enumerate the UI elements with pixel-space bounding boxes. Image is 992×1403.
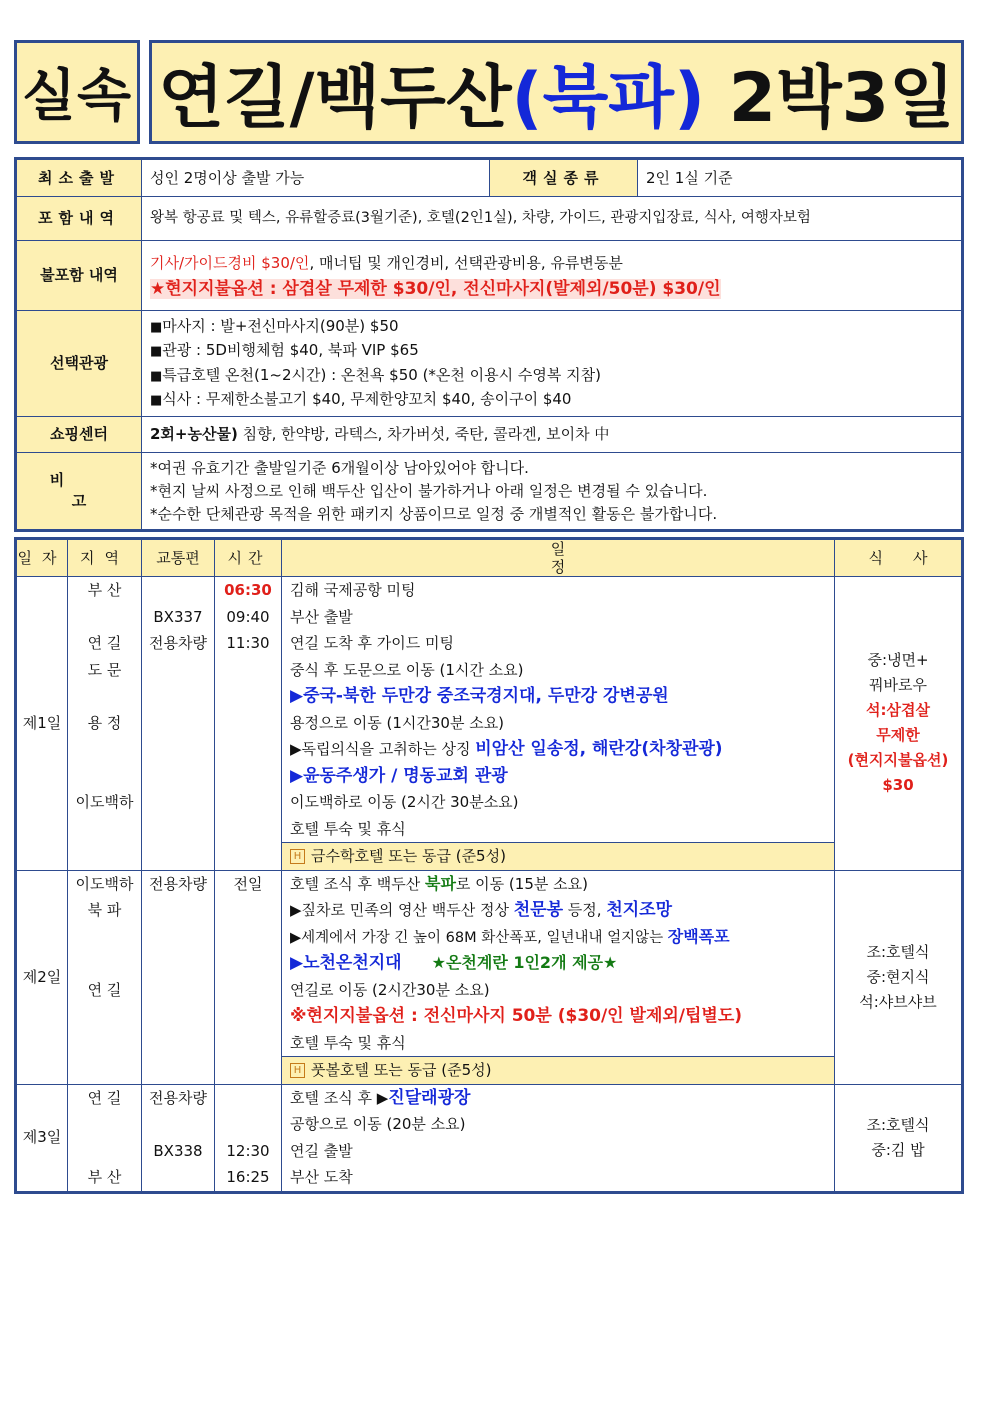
meal-cell [835, 577, 963, 871]
day-label: 제3일 [16, 1084, 68, 1192]
transport-item: 전용차량 [149, 874, 207, 893]
room-type-value: 2인 1실 기준 [638, 159, 963, 197]
bullet-icon: ■ [150, 393, 163, 408]
note-item: *순수한 단체관광 목적을 위한 패키지 상품이므로 일정 중 개별적인 활동은 불가합니다. [150, 504, 718, 523]
itinerary-text: ▶짚차로 민족의 영산 백두산 정상 [290, 901, 514, 919]
hotel-name: 금수학호텔 또는 동급 (준5성) [311, 847, 506, 865]
col-day: 일자 [16, 539, 68, 577]
transport-cell [142, 577, 215, 871]
table-row [16, 577, 963, 871]
region-item [72, 604, 137, 631]
table-row [16, 1084, 963, 1192]
meal-item: 조:호텔식 [866, 942, 930, 961]
itinerary-text: 호텔 조식 후 백두산 [290, 874, 425, 893]
shopping-list: 침향, 한약방, 라텍스, 차가버섯, 죽탄, 콜라겐, 보이차 中 [237, 425, 610, 443]
transport-item [146, 577, 210, 604]
time-item: 06:30 [224, 581, 272, 599]
transport-item: BX338 [153, 1141, 203, 1160]
itinerary-line: ▶중국-북한 두만강 중조국경지대, 두만강 강변공원 [290, 686, 669, 706]
region-item: 용 정 [87, 713, 122, 732]
region-item [72, 736, 137, 763]
itinerary-text: 로 이동 (15분 소요) [455, 874, 588, 893]
min-departure-label: 최소출발 [16, 159, 142, 197]
meal-item: 중:냉면+ [867, 651, 929, 670]
itinerary-text: 호텔 조식 후 ▶ [290, 1088, 389, 1107]
shopping-label: 쇼핑센터 [16, 417, 142, 453]
itinerary-text: ▶독립의식을 고취하는 상징 [290, 740, 476, 758]
itinerary-line [290, 924, 830, 951]
time-item: 전일 [233, 874, 263, 893]
hotel-line [282, 842, 834, 870]
min-departure-value: 성인 2명이상 출발 가능 [142, 159, 490, 197]
meal-item: (현지지불옵션) [847, 751, 949, 770]
meal-item: 중:김 밥 [871, 1140, 925, 1159]
shopping-value [142, 417, 963, 453]
transport-item: BX337 [153, 607, 203, 626]
itinerary-line: 이도백하로 이동 (2시간 30분소요) [290, 793, 519, 811]
excluded-label: 불포함 내역 [16, 241, 142, 311]
time-item: 11:30 [226, 634, 270, 652]
table-row [16, 870, 963, 1084]
time-cell [215, 1084, 282, 1192]
region-item: 연 길 [87, 634, 122, 652]
itinerary-line [290, 1085, 830, 1112]
hotel-line [282, 1056, 834, 1084]
transport-item [146, 1164, 210, 1191]
region-cell [68, 870, 142, 1084]
region-item: 부 산 [87, 581, 122, 599]
page-title [149, 40, 964, 144]
itinerary-highlight: 북파 [425, 873, 456, 893]
included-value: 왕복 항공료 및 텍스, 유류할증료(3월기준), 호텔(2인1실), 차량, 가이드, 관광지입장료, 식사, 여행자보험 [142, 197, 963, 241]
meal-item: 중:현지식 [866, 967, 930, 986]
shopping-count: 2회+농산물) [150, 425, 238, 443]
region-item [72, 950, 137, 977]
itinerary-cell [282, 870, 835, 1084]
transport-item: 전용차량 [149, 634, 207, 652]
itinerary-cell [282, 577, 835, 871]
time-cell [215, 577, 282, 871]
room-type-label: 객실종류 [490, 159, 638, 197]
itinerary-text: ▶세계에서 가장 긴 높이 68M 화산폭포, 일년내내 얼지않는 [290, 929, 668, 946]
region-item [72, 1111, 137, 1138]
optional-item: 마사지 : 발+전신마사지(90분) $50 [162, 316, 399, 335]
title-duration: 2박3일 [705, 58, 955, 138]
hotel-name: 풋볼호텔 또는 동급 (준5성) [311, 1061, 492, 1079]
meal-item: 조:호텔식 [866, 1115, 930, 1134]
note-item: *여권 유효기간 출발일기준 6개월이상 남아있어야 합니다. [150, 458, 529, 477]
bullet-icon: ■ [150, 344, 163, 359]
col-meals: 식사 [835, 539, 963, 577]
itinerary-line: ※현지지불옵션 : 전신마사지 50분 ($30/인 발제외/팁별도) [290, 1006, 743, 1026]
itinerary-cell [282, 1084, 835, 1192]
meal-item: 석:샤브샤브 [859, 992, 937, 1011]
region-cell [68, 1084, 142, 1192]
region-cell [68, 577, 142, 871]
meal-cell [835, 870, 963, 1084]
excluded-value [142, 241, 963, 311]
product-info-table [14, 157, 964, 532]
meal-cell [835, 1084, 963, 1192]
itinerary-line: 김해 국제공항 미팅 [290, 581, 416, 599]
itinerary-highlight: ★온천계란 1인2개 제공★ [431, 953, 618, 972]
itinerary-highlight: ▶노천온천지대 [290, 953, 402, 973]
itinerary-highlight: 천문봉 [513, 900, 564, 920]
excluded-others: , 매너팁 및 개인경비, 선택관광비용, 유류변동분 [309, 253, 623, 272]
hotel-icon: H [290, 849, 305, 864]
itinerary-line: 부산 도착 [290, 1168, 353, 1186]
itinerary-line: 용정으로 이동 (1시간30분 소요) [290, 713, 505, 732]
optional-tour-label: 선택관광 [16, 311, 142, 417]
itinerary-highlight: 비암산 일송정, 해란강(차창관광) [475, 739, 723, 759]
notes-label-text: 비고 [49, 471, 131, 510]
col-region: 지역 [68, 539, 142, 577]
itinerary-line [290, 897, 830, 924]
title-main: 연길/백두산 [158, 58, 512, 138]
day-label: 제2일 [16, 870, 68, 1084]
itinerary-line [290, 950, 830, 977]
title-route: (북파) [511, 58, 706, 138]
itinerary-highlight: 진달래광장 [388, 1087, 471, 1108]
itinerary-highlight: 천지조망 [606, 900, 673, 920]
region-item: 연 길 [87, 1088, 122, 1107]
optional-tour-list [142, 311, 963, 417]
region-item [72, 763, 137, 790]
optional-item: 관광 : 5D비행체험 $40, 북파 VIP $65 [162, 341, 419, 359]
excluded-local-options: ★현지지불옵션 : 삼겹살 무제한 $30/인, 전신마사지(발제외/50분) $30/인 [150, 278, 721, 299]
time-item [219, 1085, 277, 1112]
col-time: 시간 [215, 539, 282, 577]
itinerary-highlight: 장백폭포 [667, 926, 730, 946]
meal-item: 꿔바로우 [869, 676, 927, 695]
itinerary-line: 연길 도착 후 가이드 미팅 [290, 634, 454, 652]
region-item [72, 683, 137, 710]
included-label: 포함내역 [16, 197, 142, 241]
bullet-icon: ■ [150, 368, 163, 384]
region-item [72, 1138, 137, 1165]
itinerary-line: 호텔 투숙 및 휴식 [290, 1033, 406, 1052]
optional-item: 식사 : 무제한소불고기 $40, 무제한양꼬치 $40, 송이구이 $40 [162, 390, 572, 408]
meal-item: $30 [882, 776, 914, 795]
day-label: 제1일 [16, 577, 68, 871]
notes-label [16, 453, 142, 531]
itinerary-line: 부산 출발 [290, 607, 353, 626]
bullet-icon: ■ [150, 319, 163, 335]
time-item [219, 1111, 277, 1138]
transport-item: 전용차량 [149, 1088, 207, 1107]
note-item: *현지 날씨 사정으로 인해 백두산 입산이 불가하거나 아래 일정은 변경될 수 있습니다. [150, 481, 708, 500]
itinerary-line: ▶윤동주생가 / 명동교회 관광 [290, 765, 508, 786]
itinerary-line: 공항으로 이동 (20분 소요) [290, 1115, 466, 1133]
itinerary-table [14, 537, 964, 1194]
itinerary-line: 연길 출발 [290, 1141, 353, 1160]
itinerary-text: 등정, [563, 901, 607, 919]
meal-item: 무제한 [876, 726, 920, 745]
itinerary-line: 연길로 이동 (2시간30분 소요) [290, 980, 490, 999]
region-item: 이도백하 [75, 874, 134, 893]
col-transport: 교통편 [142, 539, 215, 577]
region-item: 연 길 [87, 980, 122, 999]
itinerary-line: 호텔 투숙 및 휴식 [290, 819, 406, 838]
region-item: 북 파 [87, 901, 122, 919]
region-item: 이도백하 [75, 793, 134, 811]
itinerary-line [290, 736, 830, 763]
col-itinerary: 일정 [282, 539, 835, 577]
transport-cell [142, 1084, 215, 1192]
transport-item [146, 1111, 210, 1138]
time-cell [215, 870, 282, 1084]
region-item: 도 문 [87, 660, 122, 679]
region-item [72, 924, 137, 951]
optional-item: 특급호텔 온천(1~2시간) : 온천욕 $50 (*온천 이용시 수영복 지참) [162, 365, 601, 384]
meal-item: 석:삼겹살 [866, 701, 930, 720]
badge-label: 실속 [14, 40, 140, 144]
hotel-icon: H [290, 1063, 305, 1078]
time-item: 09:40 [226, 607, 270, 626]
time-item: 16:25 [226, 1168, 270, 1186]
excluded-guide-fee: 기사/가이드경비 $30/인 [150, 253, 310, 272]
notes-list [142, 453, 963, 531]
transport-cell [142, 870, 215, 1084]
region-item: 부 산 [87, 1168, 122, 1186]
itinerary-line [290, 871, 830, 898]
time-item: 12:30 [226, 1141, 270, 1160]
itinerary-line: 중식 후 도문으로 이동 (1시간 소요) [290, 660, 524, 679]
